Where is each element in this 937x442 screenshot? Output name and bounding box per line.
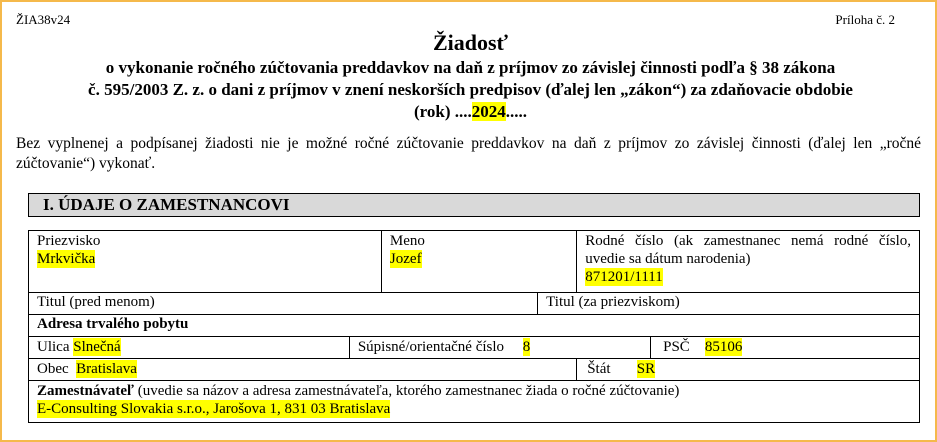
name-label: Meno bbox=[389, 233, 425, 249]
form-title: Žiadosť bbox=[432, 30, 509, 55]
employer-note: (uvedie sa názov a adresa zamestnávateľa, ktorého zamestnanec žiada o ročné zúčtovanie) bbox=[134, 383, 680, 399]
form-subtitle-line2: č. 595/2003 Z. z. o dani z príjmov v znení neskorších predpisov (ďalej len „zákon“) za zdaňovacie obdobie bbox=[88, 80, 853, 99]
employer-label: Zamestnávateľ bbox=[37, 383, 135, 399]
title-before-cell[interactable] bbox=[29, 293, 538, 315]
psc-label: PSČ bbox=[663, 339, 690, 355]
name-value[interactable]: Jozef bbox=[389, 251, 422, 267]
psc-cell bbox=[651, 337, 920, 359]
street-cell bbox=[29, 337, 350, 359]
house-number-value[interactable]: 8 bbox=[522, 339, 531, 355]
employer-label-line bbox=[37, 382, 911, 400]
section-heading: I. ÚDAJE O ZAMESTNANCOVI bbox=[28, 193, 920, 217]
form-subtitle-line1: o vykonanie ročného zúčtovania preddavkov na daň z príjmov zo závislej činnosti podľa § 38 zákona bbox=[105, 58, 836, 77]
house-number-cell bbox=[349, 337, 650, 359]
street-label: Ulica bbox=[37, 339, 70, 355]
city-label: Obec bbox=[37, 361, 69, 377]
intro-text: Bez vyplnenej a podpísanej žiadosti nie je možné ročné zúčtovanie preddavkov na daň z príjmov zo závislej činnosti (ďalej len „ročné zúčtovanie“) vykonať. bbox=[16, 135, 921, 172]
employee-data-table bbox=[28, 230, 920, 423]
birth-number-value[interactable]: 871201/1111 bbox=[585, 269, 663, 285]
state-cell bbox=[577, 359, 920, 381]
period-suffix: ..... bbox=[505, 102, 527, 121]
title-after-cell[interactable] bbox=[538, 293, 920, 315]
annex-label: Príloha č. 2 bbox=[835, 12, 895, 27]
house-number-label: Súpisné/orientačné číslo bbox=[357, 339, 505, 355]
period-prefix: (rok) .... bbox=[413, 102, 472, 121]
surname-label: Priezvisko bbox=[37, 233, 101, 249]
employer-cell bbox=[29, 381, 920, 423]
period-year[interactable]: 2024 bbox=[471, 102, 506, 121]
state-label: Štát bbox=[587, 361, 611, 377]
form-code: ŽIA38v24 bbox=[16, 12, 71, 27]
tax-period bbox=[2, 102, 937, 122]
psc-value[interactable]: 85106 bbox=[704, 339, 743, 355]
surname-cell bbox=[29, 231, 382, 293]
city-cell bbox=[29, 359, 577, 381]
birth-number-label: Rodné číslo (ak zamestnanec nemá rodné číslo, uvedie sa dátum narodenia) bbox=[585, 233, 911, 267]
state-value[interactable]: SR bbox=[636, 361, 656, 377]
address-heading: Adresa trvalého pobytu bbox=[29, 315, 920, 337]
title-before-label: Titul (pred menom) bbox=[37, 294, 155, 310]
street-value[interactable]: Slnečná bbox=[73, 339, 121, 355]
birth-number-cell bbox=[577, 231, 920, 293]
name-cell bbox=[381, 231, 576, 293]
city-value[interactable]: Bratislava bbox=[76, 361, 137, 377]
surname-value[interactable]: Mrkvička bbox=[37, 251, 96, 267]
employer-value[interactable]: E-Consulting Slovakia s.r.o., Jarošova 1, 831 03 Bratislava bbox=[37, 401, 391, 417]
title-after-label: Titul (za priezviskom) bbox=[546, 294, 680, 310]
